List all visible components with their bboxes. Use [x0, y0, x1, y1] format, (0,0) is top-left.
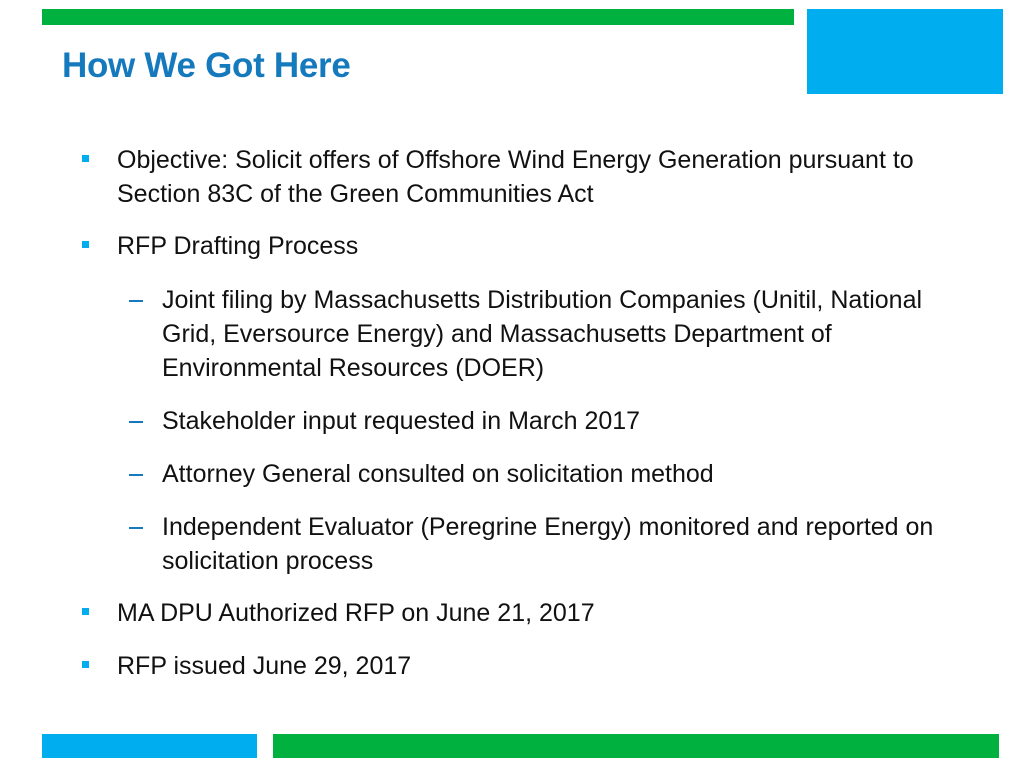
- bottom-green-bar: [273, 734, 999, 758]
- sub-bullet-joint-filing: Joint filing by Massachusetts Distribution Companies (Unitil, National Grid, Eversource Energy) and Massachusetts Department of Environmental Resources (DOER): [162, 286, 923, 382]
- bullet-square-icon: [82, 661, 89, 668]
- bullet-square-icon: [82, 241, 89, 248]
- bullet-square-icon: [82, 155, 89, 162]
- bullet-rfp-issued: RFP issued June 29, 2017: [117, 652, 412, 680]
- sub-bullet-dash-icon: [129, 527, 143, 529]
- bullet-rfp-drafting: RFP Drafting Process: [117, 232, 359, 260]
- sub-bullet-stakeholder: Stakeholder input requested in March 2017: [162, 407, 641, 435]
- bullet-square-icon: [82, 608, 89, 615]
- sub-bullet-attorney-general: Attorney General consulted on solicitation method: [162, 460, 714, 488]
- sub-bullet-dash-icon: [129, 421, 143, 423]
- bullet-dpu-authorized: MA DPU Authorized RFP on June 21, 2017: [117, 599, 595, 627]
- sub-bullet-independent-evaluator: Independent Evaluator (Peregrine Energy) monitored and reported on solicitation process: [162, 513, 934, 575]
- bullet-objective: Objective: Solicit offers of Offshore Wind Energy Generation pursuant to Section 83C of the Green Communities Act: [117, 146, 914, 208]
- slide-title: How We Got Here: [62, 46, 351, 85]
- sub-bullet-dash-icon: [129, 300, 143, 302]
- bottom-blue-bar: [42, 734, 257, 758]
- sub-bullet-dash-icon: [129, 474, 143, 476]
